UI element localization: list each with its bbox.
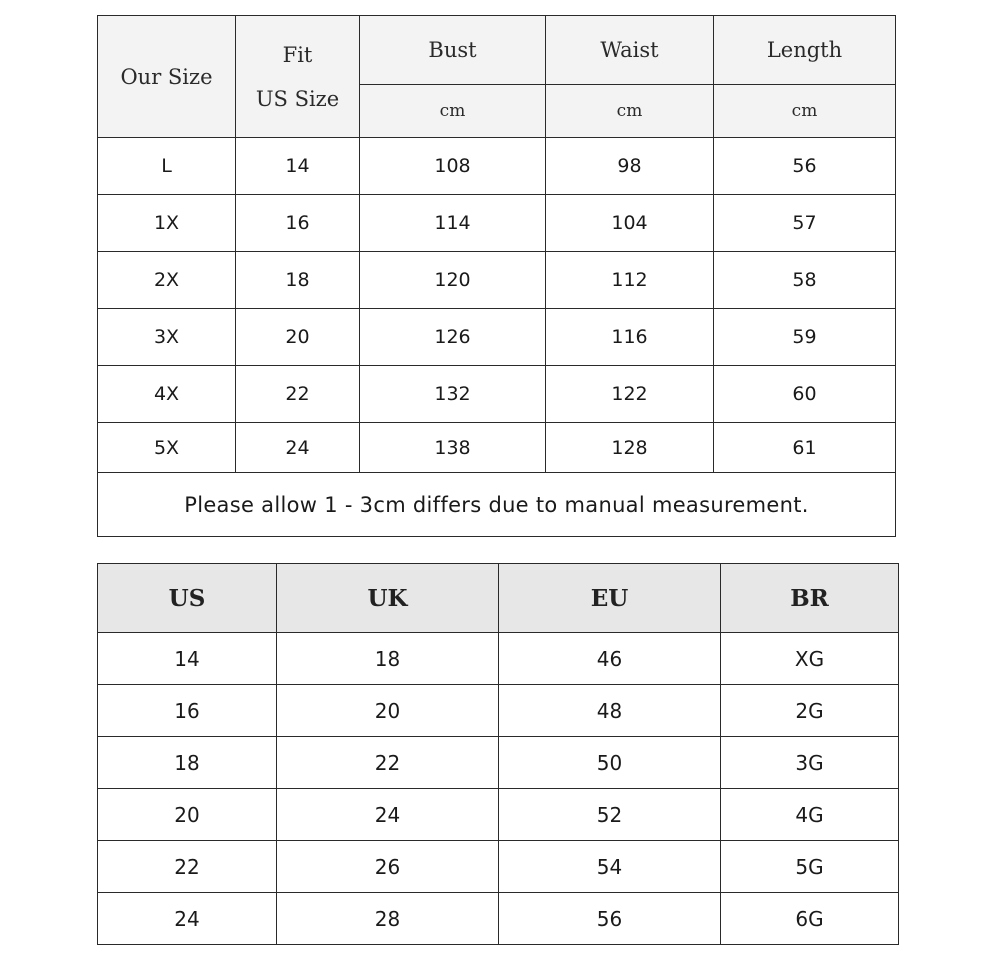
table-row [98, 423, 896, 473]
size-cell: 1X [98, 195, 236, 252]
waist-cell: 122 [546, 366, 714, 423]
eu-cell: 52 [499, 789, 721, 841]
header-our-size: Our Size [98, 16, 236, 138]
header-bust: Bust [360, 16, 546, 85]
header-fit-us-size [236, 16, 360, 138]
table-row [98, 633, 899, 685]
us-cell: 20 [98, 789, 277, 841]
table-row [98, 252, 896, 309]
header-length: Length [714, 16, 896, 85]
eu-cell: 50 [499, 737, 721, 789]
bust-cell: 132 [360, 366, 546, 423]
waist-cell: 98 [546, 138, 714, 195]
header-fit-line2: US Size [255, 86, 340, 111]
measurement-note: Please allow 1 - 3cm differs due to manual measurement. [98, 473, 896, 537]
table-row [98, 309, 896, 366]
header-length-unit: cm [714, 85, 896, 138]
size-chart-table [97, 15, 896, 537]
bust-cell: 138 [360, 423, 546, 473]
size-cell: 5X [98, 423, 236, 473]
bust-cell: 126 [360, 309, 546, 366]
length-cell: 59 [714, 309, 896, 366]
header-br: BR [721, 564, 899, 633]
table-row [98, 737, 899, 789]
size-cell: L [98, 138, 236, 195]
length-cell: 57 [714, 195, 896, 252]
bust-cell: 114 [360, 195, 546, 252]
waist-cell: 128 [546, 423, 714, 473]
size-cell: 4X [98, 366, 236, 423]
length-cell: 60 [714, 366, 896, 423]
bust-cell: 120 [360, 252, 546, 309]
us-cell: 24 [98, 893, 277, 945]
us-cell: 18 [98, 737, 277, 789]
table-row [98, 685, 899, 737]
eu-cell: 46 [499, 633, 721, 685]
table-row [98, 841, 899, 893]
br-cell: 3G [721, 737, 899, 789]
us-size-cell: 16 [236, 195, 360, 252]
header-waist: Waist [546, 16, 714, 85]
uk-cell: 20 [277, 685, 499, 737]
bust-cell: 108 [360, 138, 546, 195]
us-size-cell: 20 [236, 309, 360, 366]
us-cell: 14 [98, 633, 277, 685]
eu-cell: 48 [499, 685, 721, 737]
us-size-cell: 14 [236, 138, 360, 195]
us-size-cell: 22 [236, 366, 360, 423]
uk-cell: 22 [277, 737, 499, 789]
size-cell: 2X [98, 252, 236, 309]
header-waist-unit: cm [546, 85, 714, 138]
br-cell: XG [721, 633, 899, 685]
table-row [98, 138, 896, 195]
br-cell: 2G [721, 685, 899, 737]
header-bust-unit: cm [360, 85, 546, 138]
header-eu: EU [499, 564, 721, 633]
waist-cell: 116 [546, 309, 714, 366]
table-row [98, 366, 896, 423]
size-conversion-table [97, 563, 899, 945]
us-size-cell: 18 [236, 252, 360, 309]
eu-cell: 56 [499, 893, 721, 945]
waist-cell: 104 [546, 195, 714, 252]
table-row [98, 893, 899, 945]
us-cell: 22 [98, 841, 277, 893]
header-us: US [98, 564, 277, 633]
us-cell: 16 [98, 685, 277, 737]
table-row [98, 195, 896, 252]
header-fit-line1: Fit [282, 42, 313, 67]
uk-cell: 24 [277, 789, 499, 841]
length-cell: 56 [714, 138, 896, 195]
br-cell: 4G [721, 789, 899, 841]
header-uk: UK [277, 564, 499, 633]
uk-cell: 26 [277, 841, 499, 893]
waist-cell: 112 [546, 252, 714, 309]
uk-cell: 28 [277, 893, 499, 945]
uk-cell: 18 [277, 633, 499, 685]
size-cell: 3X [98, 309, 236, 366]
eu-cell: 54 [499, 841, 721, 893]
br-cell: 6G [721, 893, 899, 945]
length-cell: 58 [714, 252, 896, 309]
length-cell: 61 [714, 423, 896, 473]
us-size-cell: 24 [236, 423, 360, 473]
table-row [98, 789, 899, 841]
br-cell: 5G [721, 841, 899, 893]
